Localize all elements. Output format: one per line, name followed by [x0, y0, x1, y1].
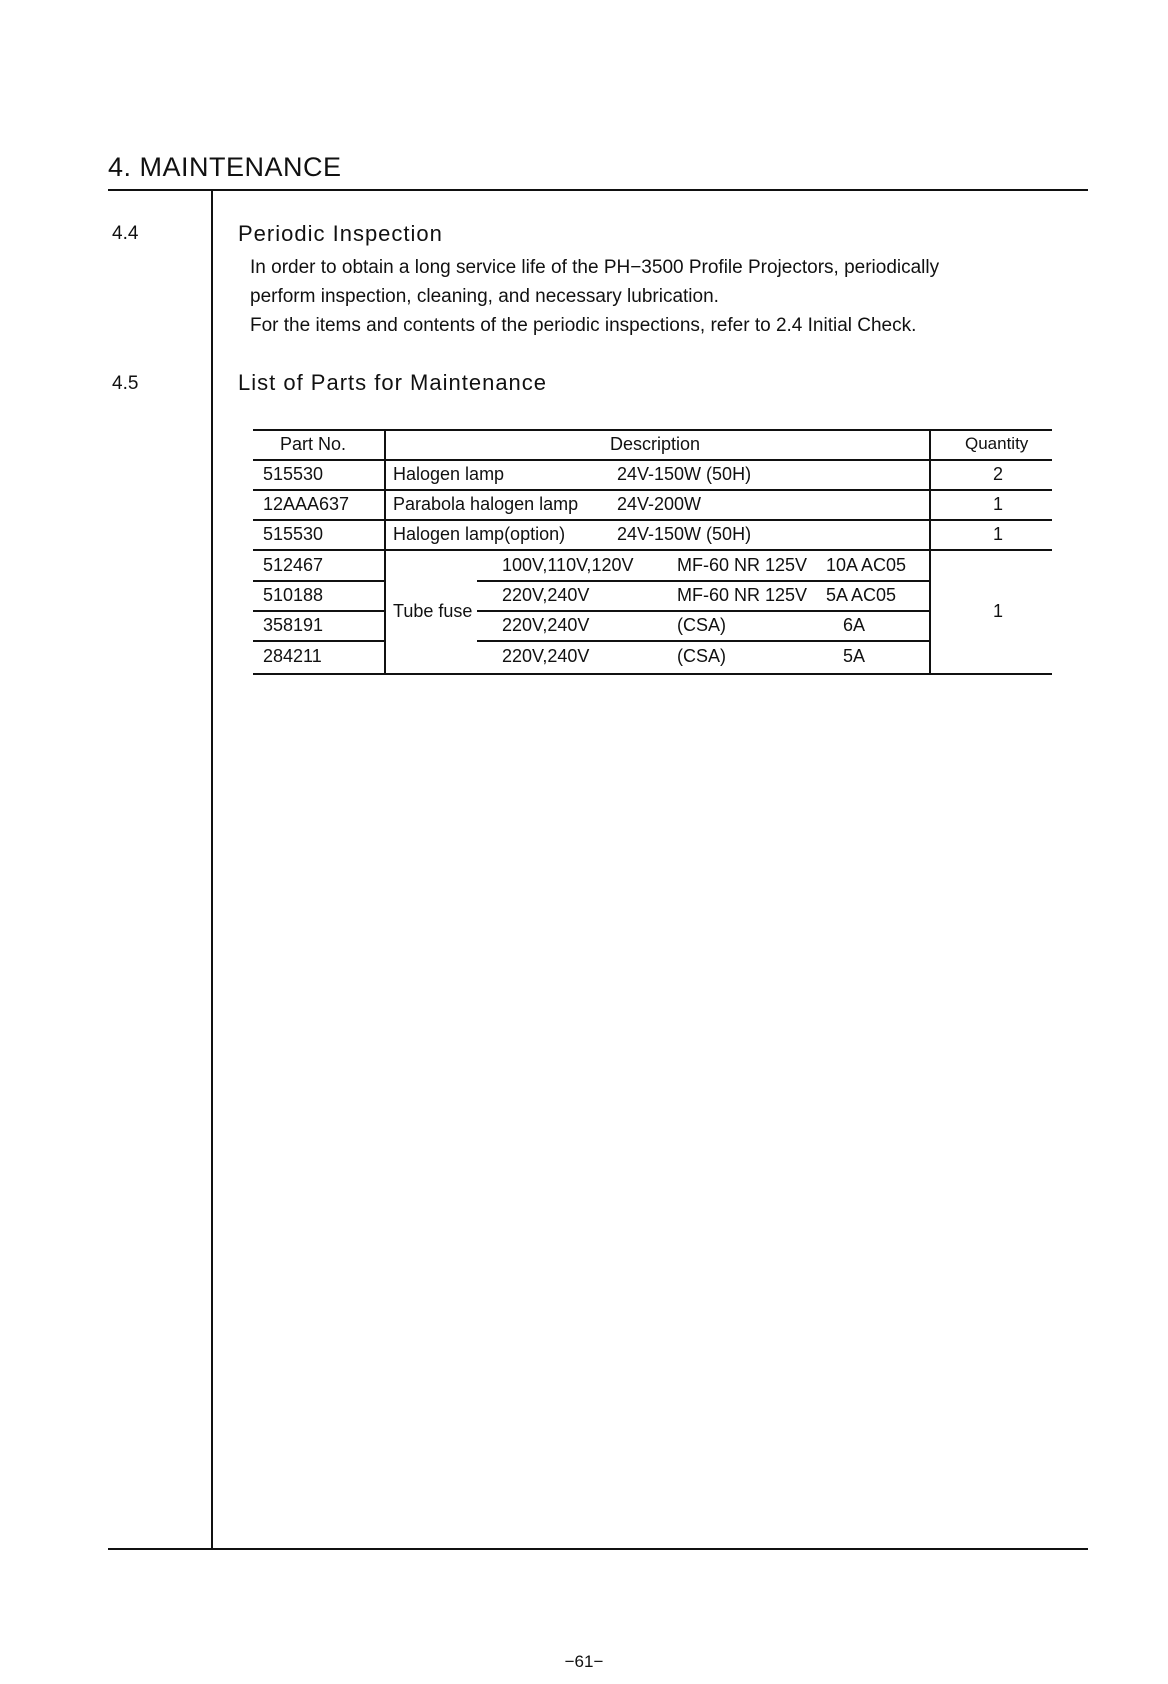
- part-name: Halogen lamp(option): [393, 524, 566, 544]
- fuse-voltage: 220V,240V: [502, 615, 590, 635]
- fuse-type: (CSA): [677, 646, 726, 666]
- table-col-rule: [929, 429, 931, 674]
- part-number: 12AAA637: [263, 494, 350, 514]
- part-spec: 24V-150W (50H): [617, 464, 752, 484]
- section-title-periodic-inspection: Periodic Inspection: [238, 221, 443, 246]
- fuse-rating: 6A: [843, 615, 866, 635]
- table-rule: [253, 640, 384, 642]
- part-number: 515530: [263, 524, 324, 544]
- fuse-type: MF-60 NR 125V: [677, 555, 808, 575]
- paragraph-line: For the items and contents of the periodic inspections, refer to 2.4 Initial Check.: [250, 315, 917, 336]
- fuse-group-name: Tube fuse: [393, 601, 473, 621]
- table-rule: [253, 673, 1052, 675]
- table-col-rule: [384, 429, 386, 674]
- part-number: 510188: [263, 585, 324, 605]
- part-quantity: 1: [993, 524, 1004, 544]
- fuse-voltage: 220V,240V: [502, 585, 590, 605]
- part-name: Halogen lamp: [393, 464, 505, 484]
- table-rule: [253, 489, 1052, 491]
- header-part-no: Part No.: [280, 434, 347, 454]
- table-rule: [253, 519, 1052, 521]
- fuse-voltage: 220V,240V: [502, 646, 590, 666]
- table-rule: [253, 580, 384, 582]
- bottom-rule: [108, 1548, 1088, 1550]
- paragraph-line: In order to obtain a long service life of the PH−3500 Profile Projectors, periodically: [250, 257, 940, 278]
- table-rule: [477, 610, 929, 612]
- section-title-parts-list: List of Parts for Maintenance: [238, 370, 548, 395]
- part-spec: 24V-200W: [617, 494, 702, 514]
- margin-rule: [211, 189, 213, 1550]
- table-rule: [253, 459, 1052, 461]
- header-description: Description: [610, 434, 701, 454]
- part-quantity: 1: [993, 494, 1004, 514]
- periodic-inspection-paragraph: [250, 253, 1080, 340]
- table-rule: [253, 429, 1052, 431]
- part-number: 284211: [263, 646, 322, 666]
- section-number: 4.4: [112, 223, 139, 244]
- chapter-title: 4. MAINTENANCE: [108, 152, 342, 182]
- fuse-rating: 5A AC05: [826, 585, 897, 605]
- section-number: 4.5: [112, 373, 139, 394]
- fuse-voltage: 100V,110V,120V: [502, 555, 634, 575]
- page-number: −61−: [564, 1652, 604, 1671]
- part-number: 358191: [263, 615, 324, 635]
- top-rule: [108, 189, 1088, 191]
- table-rule: [477, 580, 929, 582]
- table-rule: [253, 549, 1052, 551]
- parts-table: [253, 429, 1052, 675]
- fuse-group-quantity: 1: [993, 601, 1004, 621]
- table-rule: [253, 610, 384, 612]
- table-rule: [477, 640, 929, 642]
- part-name: Parabola halogen lamp: [393, 494, 579, 514]
- fuse-rating: 5A: [843, 646, 866, 666]
- part-number: 515530: [263, 464, 324, 484]
- paragraph-line: perform inspection, cleaning, and necessary lubrication.: [250, 286, 719, 307]
- fuse-type: (CSA): [677, 615, 726, 635]
- fuse-rating: 10A AC05: [826, 555, 907, 575]
- header-quantity: Quantity: [965, 434, 1029, 453]
- part-quantity: 2: [993, 464, 1004, 484]
- fuse-type: MF-60 NR 125V: [677, 585, 808, 605]
- part-number: 512467: [263, 555, 324, 575]
- part-spec: 24V-150W (50H): [617, 524, 752, 544]
